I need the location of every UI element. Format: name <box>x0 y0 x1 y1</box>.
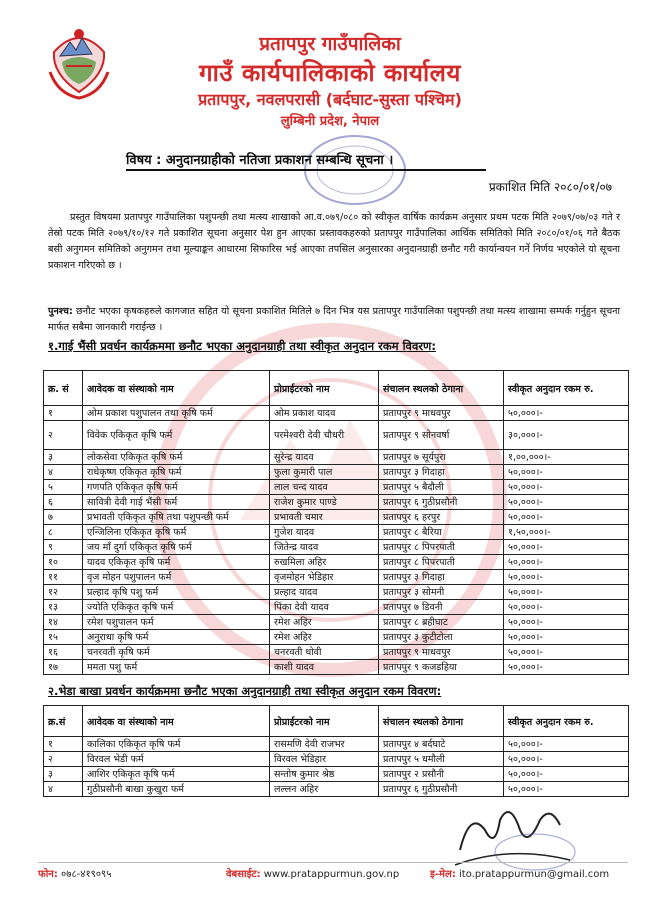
row-proprietor: जितेन्द्र यादव <box>270 540 379 555</box>
row-applicant: विरवल भेडी फर्म <box>83 752 270 767</box>
row-location: प्रतापपुर ८ पिपरपाती <box>379 540 504 555</box>
table-row <box>44 450 629 465</box>
nepal-emblem-icon <box>44 22 114 100</box>
row-location: प्रतापपुर ३ सोमनी <box>379 585 504 600</box>
row-amount: ५०,०००।- <box>504 660 629 675</box>
row-amount: ५०,०००।- <box>504 615 629 630</box>
row-proprietor: ओम प्रकाश यादव <box>270 406 379 421</box>
row-serial: ११ <box>44 570 83 585</box>
row-location: प्रतापपुर २ प्रसौनी <box>379 767 504 782</box>
table-row <box>44 421 629 450</box>
table-row <box>44 752 629 767</box>
row-proprietor: पिंका देवी यादव <box>270 600 379 615</box>
table-row <box>44 660 629 675</box>
row-applicant: ओम प्रकाश पशुपालन तथा कृषि फर्म <box>83 406 270 421</box>
table-row <box>44 480 629 495</box>
table-row <box>44 570 629 585</box>
row-proprietor: लल्लन अहिर <box>270 782 379 797</box>
row-serial: ४ <box>44 465 83 480</box>
row-location: प्रतापपुर ६ हरपुर <box>379 510 504 525</box>
row-amount: ५०,०००।- <box>504 510 629 525</box>
row-location: प्रतापपुर ९ माधवपुर <box>379 645 504 660</box>
table-row <box>44 645 629 660</box>
row-amount: ५०,०००।- <box>504 585 629 600</box>
row-serial: १५ <box>44 630 83 645</box>
row-location: प्रतापपुर ७ डिवनी <box>379 600 504 615</box>
postscript-label: पुनश्च: <box>48 306 73 317</box>
row-serial: ६ <box>44 495 83 510</box>
row-location: प्रतापपुर ७ सूर्यपुरा <box>379 450 504 465</box>
col-serial: क्र. सं <box>44 371 83 406</box>
footer-divider <box>38 862 628 863</box>
row-applicant: लोकसेवा एकिकृत कृषि फर्म <box>83 450 270 465</box>
table-row <box>44 737 629 752</box>
row-applicant: आशिर एकिकृत कृषि फर्म <box>83 767 270 782</box>
row-applicant: सावित्री देवी गाई भैंसी फर्म <box>83 495 270 510</box>
row-location: प्रतापपुर ५ धमौली <box>379 752 504 767</box>
row-location: प्रतापपुर ९ माधवपुर <box>379 406 504 421</box>
province-line: लुम्बिनी प्रदेश, नेपाल <box>280 114 380 129</box>
col-proprietor: प्रोप्राईटरको नाम <box>270 371 379 406</box>
table-row <box>44 510 629 525</box>
row-applicant: वृज मोहन पशुपालन फर्म <box>83 570 270 585</box>
row-applicant: अनुराधा कृषि फर्म <box>83 630 270 645</box>
row-applicant: गणपति एकिकृत कृषि फर्म <box>83 480 270 495</box>
row-location: प्रतापपुर ३ गिदाहा <box>379 570 504 585</box>
row-proprietor: वृजमोहन भेडिहार <box>270 570 379 585</box>
notice-subject: विषय : अनुदानग्राहीको नतिजा प्रकाशन सम्बन्धि सूचना । <box>126 150 486 171</box>
row-serial: १ <box>44 406 83 421</box>
municipality-name: प्रतापपुर गाउँपालिका <box>259 33 401 55</box>
row-amount: ५०,०००।- <box>504 406 629 421</box>
row-amount: ३०,०००।- <box>504 421 629 450</box>
row-location: प्रतापपुर ३ गिदाहा <box>379 465 504 480</box>
row-applicant: राधेकृष्ण एकिकृत कृषि फर्म <box>83 465 270 480</box>
footer-phone: फोन: ०७८-४१९०९५ <box>38 869 112 880</box>
row-applicant: एन्जिलिना एकिकृत कृषि फर्म <box>83 525 270 540</box>
row-proprietor: लाल चन्द यादव <box>270 480 379 495</box>
row-applicant: प्रल्हाद कृषि पशु फर्म <box>83 585 270 600</box>
table2-title: २.भेडा बाखा प्रवर्धन कार्यक्रममा छनौट भएका अनुदानग्राही तथा स्वीकृत अनुदान रकम विवरण: <box>48 684 442 698</box>
row-location: प्रतापपुर ६ गुठीप्रसौनी <box>379 495 504 510</box>
row-amount: ५०,०००।- <box>504 480 629 495</box>
row-location: प्रतापपुर ६ गुठीप्रसौनी <box>379 782 504 797</box>
table-row <box>44 630 629 645</box>
row-applicant: यादव एकिकृत कृषि फर्म <box>83 555 270 570</box>
row-serial: ७ <box>44 510 83 525</box>
row-location: प्रतापपुर ८ ब्रहीघाट <box>379 615 504 630</box>
row-serial: १३ <box>44 600 83 615</box>
table-row <box>44 525 629 540</box>
row-proprietor: सन्तोष कुमार श्रेष्ठ <box>270 767 379 782</box>
row-applicant: ज्योति एकिकृत कृषि फर्म <box>83 600 270 615</box>
row-serial: १२ <box>44 585 83 600</box>
row-applicant: चनरवती कृषि फर्म <box>83 645 270 660</box>
row-amount: ५०,०००।- <box>504 570 629 585</box>
row-location: प्रतापपुर ९ सोनवर्षा <box>379 421 504 450</box>
col-amount: स्वीकृत अनुदान रकम रु. <box>504 706 629 737</box>
row-applicant: प्रभावती एकिकृत कृषि तथा पशुपन्छी फर्म <box>83 510 270 525</box>
row-proprietor: रमेश अहिर <box>270 615 379 630</box>
row-applicant: विवेक एकिकृत कृषि फर्म <box>83 421 270 450</box>
row-serial: २ <box>44 752 83 767</box>
row-location: प्रतापपुर ४ बर्दघाटे <box>379 737 504 752</box>
row-amount: ५०,०००।- <box>504 540 629 555</box>
row-location: प्रतापपुर ३ कुटीटोला <box>379 630 504 645</box>
row-applicant: गुठीप्रसौनी बाखा कुखुरा फर्म <box>83 782 270 797</box>
row-amount: ५०,०००।- <box>504 737 629 752</box>
table-header-row <box>44 706 629 737</box>
office-name: गाउँ कार्यपालिकाको कार्यालय <box>199 59 461 87</box>
table-row <box>44 540 629 555</box>
row-amount: ५०,०००।- <box>504 600 629 615</box>
row-proprietor: विरवल भेडिहार <box>270 752 379 767</box>
postscript-text: छनौट भएका कृषकहरुले कागजात सहित यो सूचना प्रकाशित मितिले ७ दिन भित्र यस प्रतापपुर गाउँपालिका पशुपन्छी तथा मत्स्य शाखामा सम्पर्क गर्नुहुन सूचना मार्फत सबैमा जानकारी गराईन्छ । <box>48 306 620 333</box>
row-amount: १,००,०००।- <box>504 450 629 465</box>
row-serial: ८ <box>44 525 83 540</box>
office-address: प्रतापपुर, नवलपरासी (बर्दघाट-सुस्ता पश्चिम) <box>198 90 462 109</box>
row-amount: ५०,०००।- <box>504 752 629 767</box>
row-proprietor: फुला कुमारी पाल <box>270 465 379 480</box>
row-amount: ५०,०००।- <box>504 630 629 645</box>
row-proprietor: काशी यादव <box>270 660 379 675</box>
row-proprietor: सुरेन्द्र यादव <box>270 450 379 465</box>
row-applicant: ममता पशु फर्म <box>83 660 270 675</box>
row-applicant: जय माँ दुर्गा एकिकृत कृषि फर्म <box>83 540 270 555</box>
table-row <box>44 495 629 510</box>
row-proprietor: चनरवती धोवी <box>270 645 379 660</box>
row-amount: ५०,०००।- <box>504 645 629 660</box>
row-applicant: रमेश पशुपालन फर्म <box>83 615 270 630</box>
table-row <box>44 767 629 782</box>
row-proprietor: राजेश कुमार पाण्डे <box>270 495 379 510</box>
row-amount: ५०,०००।- <box>504 555 629 570</box>
row-amount: ५०,०००।- <box>504 782 629 797</box>
row-serial: १६ <box>44 645 83 660</box>
col-applicant: आवेदक वा संस्थाको नाम <box>83 706 270 737</box>
row-proprietor: प्रल्हाद यादव <box>270 585 379 600</box>
row-location: प्रतापपुर ८ पिपरपाती <box>379 555 504 570</box>
row-location: प्रतापपुर ५ बैदौली <box>379 480 504 495</box>
table-row <box>44 585 629 600</box>
row-amount: ५०,०००।- <box>504 465 629 480</box>
sheep-goat-grantee-table <box>43 705 629 797</box>
row-serial: ९ <box>44 540 83 555</box>
table-row <box>44 555 629 570</box>
row-proprietor: परमेश्वरी देवी चौधरी <box>270 421 379 450</box>
col-location: संचालन स्थलको ठेगाना <box>379 371 504 406</box>
table1-title: १.गाई भैंसी प्रवर्धन कार्यक्रममा छनौट भएका अनुदानग्राही तथा स्वीकृत अनुदान रकम विवरण: <box>48 339 436 353</box>
footer-email[interactable]: इ-मेल: ito.pratappurmun@gmail.com <box>430 869 610 880</box>
row-proprietor: रुखमिला अहिर <box>270 555 379 570</box>
row-serial: १७ <box>44 660 83 675</box>
row-proprietor: प्रभावती चमार <box>270 510 379 525</box>
row-proprietor: गुजेश यादव <box>270 525 379 540</box>
row-location: प्रतापपुर ९ कजडहिया <box>379 660 504 675</box>
footer-website[interactable]: वेबसाईट: www.pratappurmun.gov.np <box>226 869 400 880</box>
row-serial: ३ <box>44 767 83 782</box>
table-row <box>44 600 629 615</box>
row-serial: १४ <box>44 615 83 630</box>
row-amount: ५०,०००।- <box>504 495 629 510</box>
row-location: प्रतापपुर ८ बैरिया <box>379 525 504 540</box>
table-row <box>44 465 629 480</box>
published-date: प्रकाशित मिति २०८०/०१/०७ <box>488 180 612 194</box>
table-row <box>44 615 629 630</box>
col-amount: स्वीकृत अनुदान रकम रु. <box>504 371 629 406</box>
table-header-row <box>44 371 629 406</box>
row-serial: १ <box>44 737 83 752</box>
row-amount: १,५०,०००।- <box>504 525 629 540</box>
row-serial: ३ <box>44 450 83 465</box>
col-proprietor: प्रोप्राईटरको नाम <box>270 706 379 737</box>
row-serial: ४ <box>44 782 83 797</box>
row-serial: १० <box>44 555 83 570</box>
col-location: संचालन स्थलको ठेगाना <box>379 706 504 737</box>
footer <box>38 866 628 884</box>
row-proprietor: रमेश अहिर <box>270 630 379 645</box>
row-serial: ५ <box>44 480 83 495</box>
table-row <box>44 406 629 421</box>
notice-body-paragraph: प्रस्तुत विषयमा प्रतापपुर गाउँपालिका पशुपन्छी तथा मत्स्य शाखाको आ.व.०७९/०८० को स्वीकृत वार्षिक कार्यक्रम अनुसार प्रथम पटक मिति २०७९/०७/०३ गते र तेस्रो पटक मिति २०७९/१०/१२ गते प्रकाशित सूचना अनुसार पेश हुन आएका प्रस्तावकहरुको प्रतापपुर गाउँपालिका आर्थिक समितिको मिति २०८०/०१/०६ गते बैठक बसी अनुगमन समितिको अनुगमन तथा मूल्याङ्कन आधारमा सिफारिस भई आएका तपसिल अनुसारका अनुदानग्राही छनौट गरी कार्यान्वयन गर्ने निर्णय भएकोले यो सूचना प्रकाशन गरिएको छ । <box>48 212 620 271</box>
row-amount: ५०,०००।- <box>504 767 629 782</box>
col-applicant: आवेदक वा संस्थाको नाम <box>83 371 270 406</box>
row-serial: २ <box>44 421 83 450</box>
row-applicant: कालिका एकिकृत कृषि फर्म <box>83 737 270 752</box>
cattle-buffalo-grantee-table <box>43 370 629 675</box>
row-proprietor: रासमणि देवी राजभर <box>270 737 379 752</box>
col-serial: क्र.सं <box>44 706 83 737</box>
